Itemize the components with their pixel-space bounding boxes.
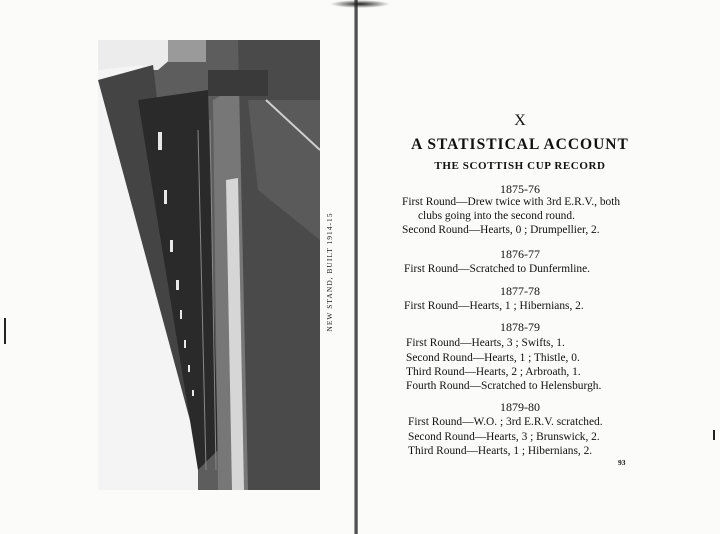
result-line: Second Round—Hearts, 3 ; Brunswick, 2.: [408, 431, 600, 443]
stand-photograph: [98, 40, 320, 490]
result-line: Fourth Round—Scratched to Helensburgh.: [406, 380, 602, 392]
result-line: First Round—Drew twice with 3rd E.R.V., both: [402, 196, 621, 208]
chapter-subtitle: THE SCOTTISH CUP RECORD: [434, 160, 606, 172]
season-heading: 1878-79: [500, 320, 540, 334]
season-heading: 1879-80: [500, 400, 540, 414]
season-heading: 1877-78: [500, 284, 540, 298]
page-number: 93: [618, 458, 626, 467]
result-line: First Round—Hearts, 3 ; Swifts, 1.: [406, 337, 565, 349]
right-edge-mark: [713, 430, 715, 440]
chapter-title: A STATISTICAL ACCOUNT: [411, 136, 629, 153]
result-line: First Round—Hearts, 1 ; Hibernians, 2.: [404, 300, 584, 312]
left-edge-mark: [4, 318, 6, 344]
season-heading: 1875-76: [500, 182, 540, 196]
result-line: Third Round—Hearts, 1 ; Hibernians, 2.: [408, 445, 593, 457]
chapter-numeral: X: [514, 112, 526, 129]
book-gutter: [354, 0, 358, 534]
result-line: Second Round—Hearts, 0 ; Drumpellier, 2.: [402, 224, 600, 236]
result-line: clubs going into the second round.: [418, 210, 575, 222]
result-line: Third Round—Hearts, 2 ; Arbroath, 1.: [406, 366, 581, 378]
result-line: First Round—Scratched to Dunfermline.: [404, 263, 591, 275]
result-line: First Round—W.O. ; 3rd E.R.V. scratched.: [408, 416, 603, 428]
result-line: Second Round—Hearts, 1 ; Thistle, 0.: [406, 352, 580, 364]
photo-caption: NEW STAND, BUILT 1914-15: [325, 212, 334, 332]
gutter-shadow: [330, 0, 390, 8]
season-heading: 1876-77: [500, 247, 540, 261]
